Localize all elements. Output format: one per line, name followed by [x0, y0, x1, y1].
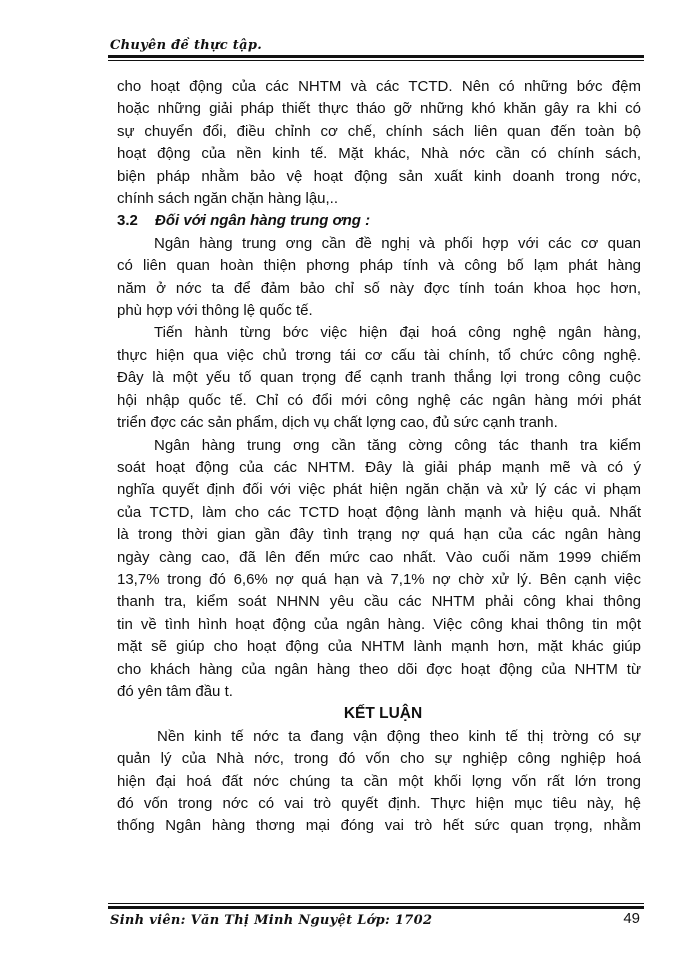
text-line: phù hợp với thông lệ quốc tế.	[117, 302, 313, 320]
header-rule-thick	[108, 55, 644, 58]
text-line: thanh tra, kiểm soát NHNN yêu cầu các NHTM phải công khai thông	[117, 593, 641, 611]
footer-author: Sinh viên: Văn Thị Minh Nguyệt Lớp: 1702	[110, 913, 433, 928]
text-line: Tiến hành từng bớc việc hiện đại hoá công nghệ ngân hàng,	[154, 324, 641, 342]
conclusion-heading: KẾT LUẬN	[343, 705, 423, 723]
text-line: mặt sẽ giúp cho hoạt động của NHTM lành mạnh hơn, mặt khác giúp	[117, 638, 641, 656]
header-rule-thin	[108, 60, 644, 61]
text-line: biện pháp nhằm bảo vệ hoạt động sản xuất kinh doanh trong nớc,	[117, 167, 641, 185]
text-line: có liên quan hoàn thiện phơng pháp tính và công bố lạm phát hàng	[117, 257, 641, 275]
section-heading	[117, 210, 641, 232]
page-number: 49	[623, 910, 640, 927]
text-line: đó yên tâm đầu t.	[117, 682, 233, 700]
text-line: sự chuyển đổi, điều chỉnh cơ chế, chính sách liên quan đến toàn bộ	[117, 122, 641, 140]
footer-rule-thick	[108, 906, 644, 909]
section-number: 3.2	[117, 212, 138, 230]
text-line: chính sách ngăn chặn hàng lậu,..	[117, 190, 339, 208]
text-line: hoặc những giải pháp thiết thực tháo gỡ những khó khăn gây ra khi có	[117, 100, 641, 118]
text-line: năm ở nớc ta để đảm bảo chỉ số này đợc tính toán khoa học hơn,	[117, 279, 641, 297]
header-title: Chuyên đề thực tập.	[110, 38, 263, 53]
text-line: 13,7% trong đó 6,6% nợ quá hạn và 7,1% nợ chờ xử lý. Bên cạnh việc	[117, 570, 641, 588]
text-line: Đây là một yếu tố quan trọng để cạnh tranh thắng lợi trong công cuộc	[117, 369, 641, 387]
text-line: soát hoạt động của các NHTM. Đây là giải pháp mạnh mẽ và có ý	[117, 458, 641, 476]
text-line: quản lý của Nhà nớc, trong đó vốn cho sự nghiệp công nghiệp hoá	[117, 750, 641, 768]
paragraph-2	[117, 322, 641, 434]
text-line: tin về tình hình hoạt động của ngân hàng. Việc công khai thông tin một	[117, 615, 641, 633]
conclusion-paragraph	[117, 726, 641, 838]
text-line: của TCTD, làm cho các TCTD hoạt động lành mạnh và hiệu quả. Nhất	[117, 503, 641, 521]
section-title: Đối với ngân hàng trung ơng :	[155, 212, 371, 230]
footer-rule-thin	[108, 903, 644, 904]
text-line: cho hoạt động của các NHTM và các TCTD. Nên có những bớc đệm	[117, 78, 641, 95]
text-line: Ngân hàng trung ơng cần đề nghị và phối hợp với các cơ quan	[154, 234, 641, 252]
text-line: thống Ngân hàng thơng mại đóng vai trò hết sức quan trọng, nhằm	[117, 817, 641, 835]
text-line: triển đợc các sản phẩm, dịch vụ chất lợng cao, đủ sức cạnh tranh.	[117, 414, 558, 432]
text-line: Nền kinh tế nớc ta đang vận động theo kinh tế thị trờng có sự	[157, 727, 641, 745]
paragraph-1	[117, 233, 641, 323]
body-text	[117, 76, 641, 838]
text-line: cho khách hàng của ngân hàng theo dõi đợc hoạt động của NHTM từ	[117, 660, 641, 678]
paragraph-3	[117, 435, 641, 704]
intro-paragraph	[117, 76, 641, 210]
text-line: thực hiện qua việc chủ trơng tái cơ cấu tài chính, tổ chức công nghệ.	[117, 346, 641, 364]
text-line: hiện đại hoá đất nớc chúng ta cần một khối lợng vốn rất lớn trong	[117, 772, 641, 790]
text-line: là trong thời gian gần đây tình trạng nợ quá hạn của các ngân hàng	[117, 526, 641, 544]
text-line: nghĩa quyết định đối với việc phát hiện ngăn chặn và xử lý các vi phạm	[117, 481, 641, 499]
text-line: Ngân hàng trung ơng cần tăng cờng công tác thanh tra kiểm	[154, 436, 641, 454]
text-line: hội nhập quốc tế. Chỉ có đổi mới công nghệ các ngân hàng mới phát	[117, 391, 641, 409]
text-line: hoạt động của nền kinh tế. Mặt khác, Nhà nớc cần có chính sách,	[117, 145, 641, 163]
text-line: đó vốn trong nớc có vai trò quyết định. Thực hiện mục tiêu này, hệ	[117, 795, 641, 812]
text-line: ngày càng cao, đã lên đến mức cao nhất. Vào cuối năm 1999 chiếm	[117, 548, 641, 566]
